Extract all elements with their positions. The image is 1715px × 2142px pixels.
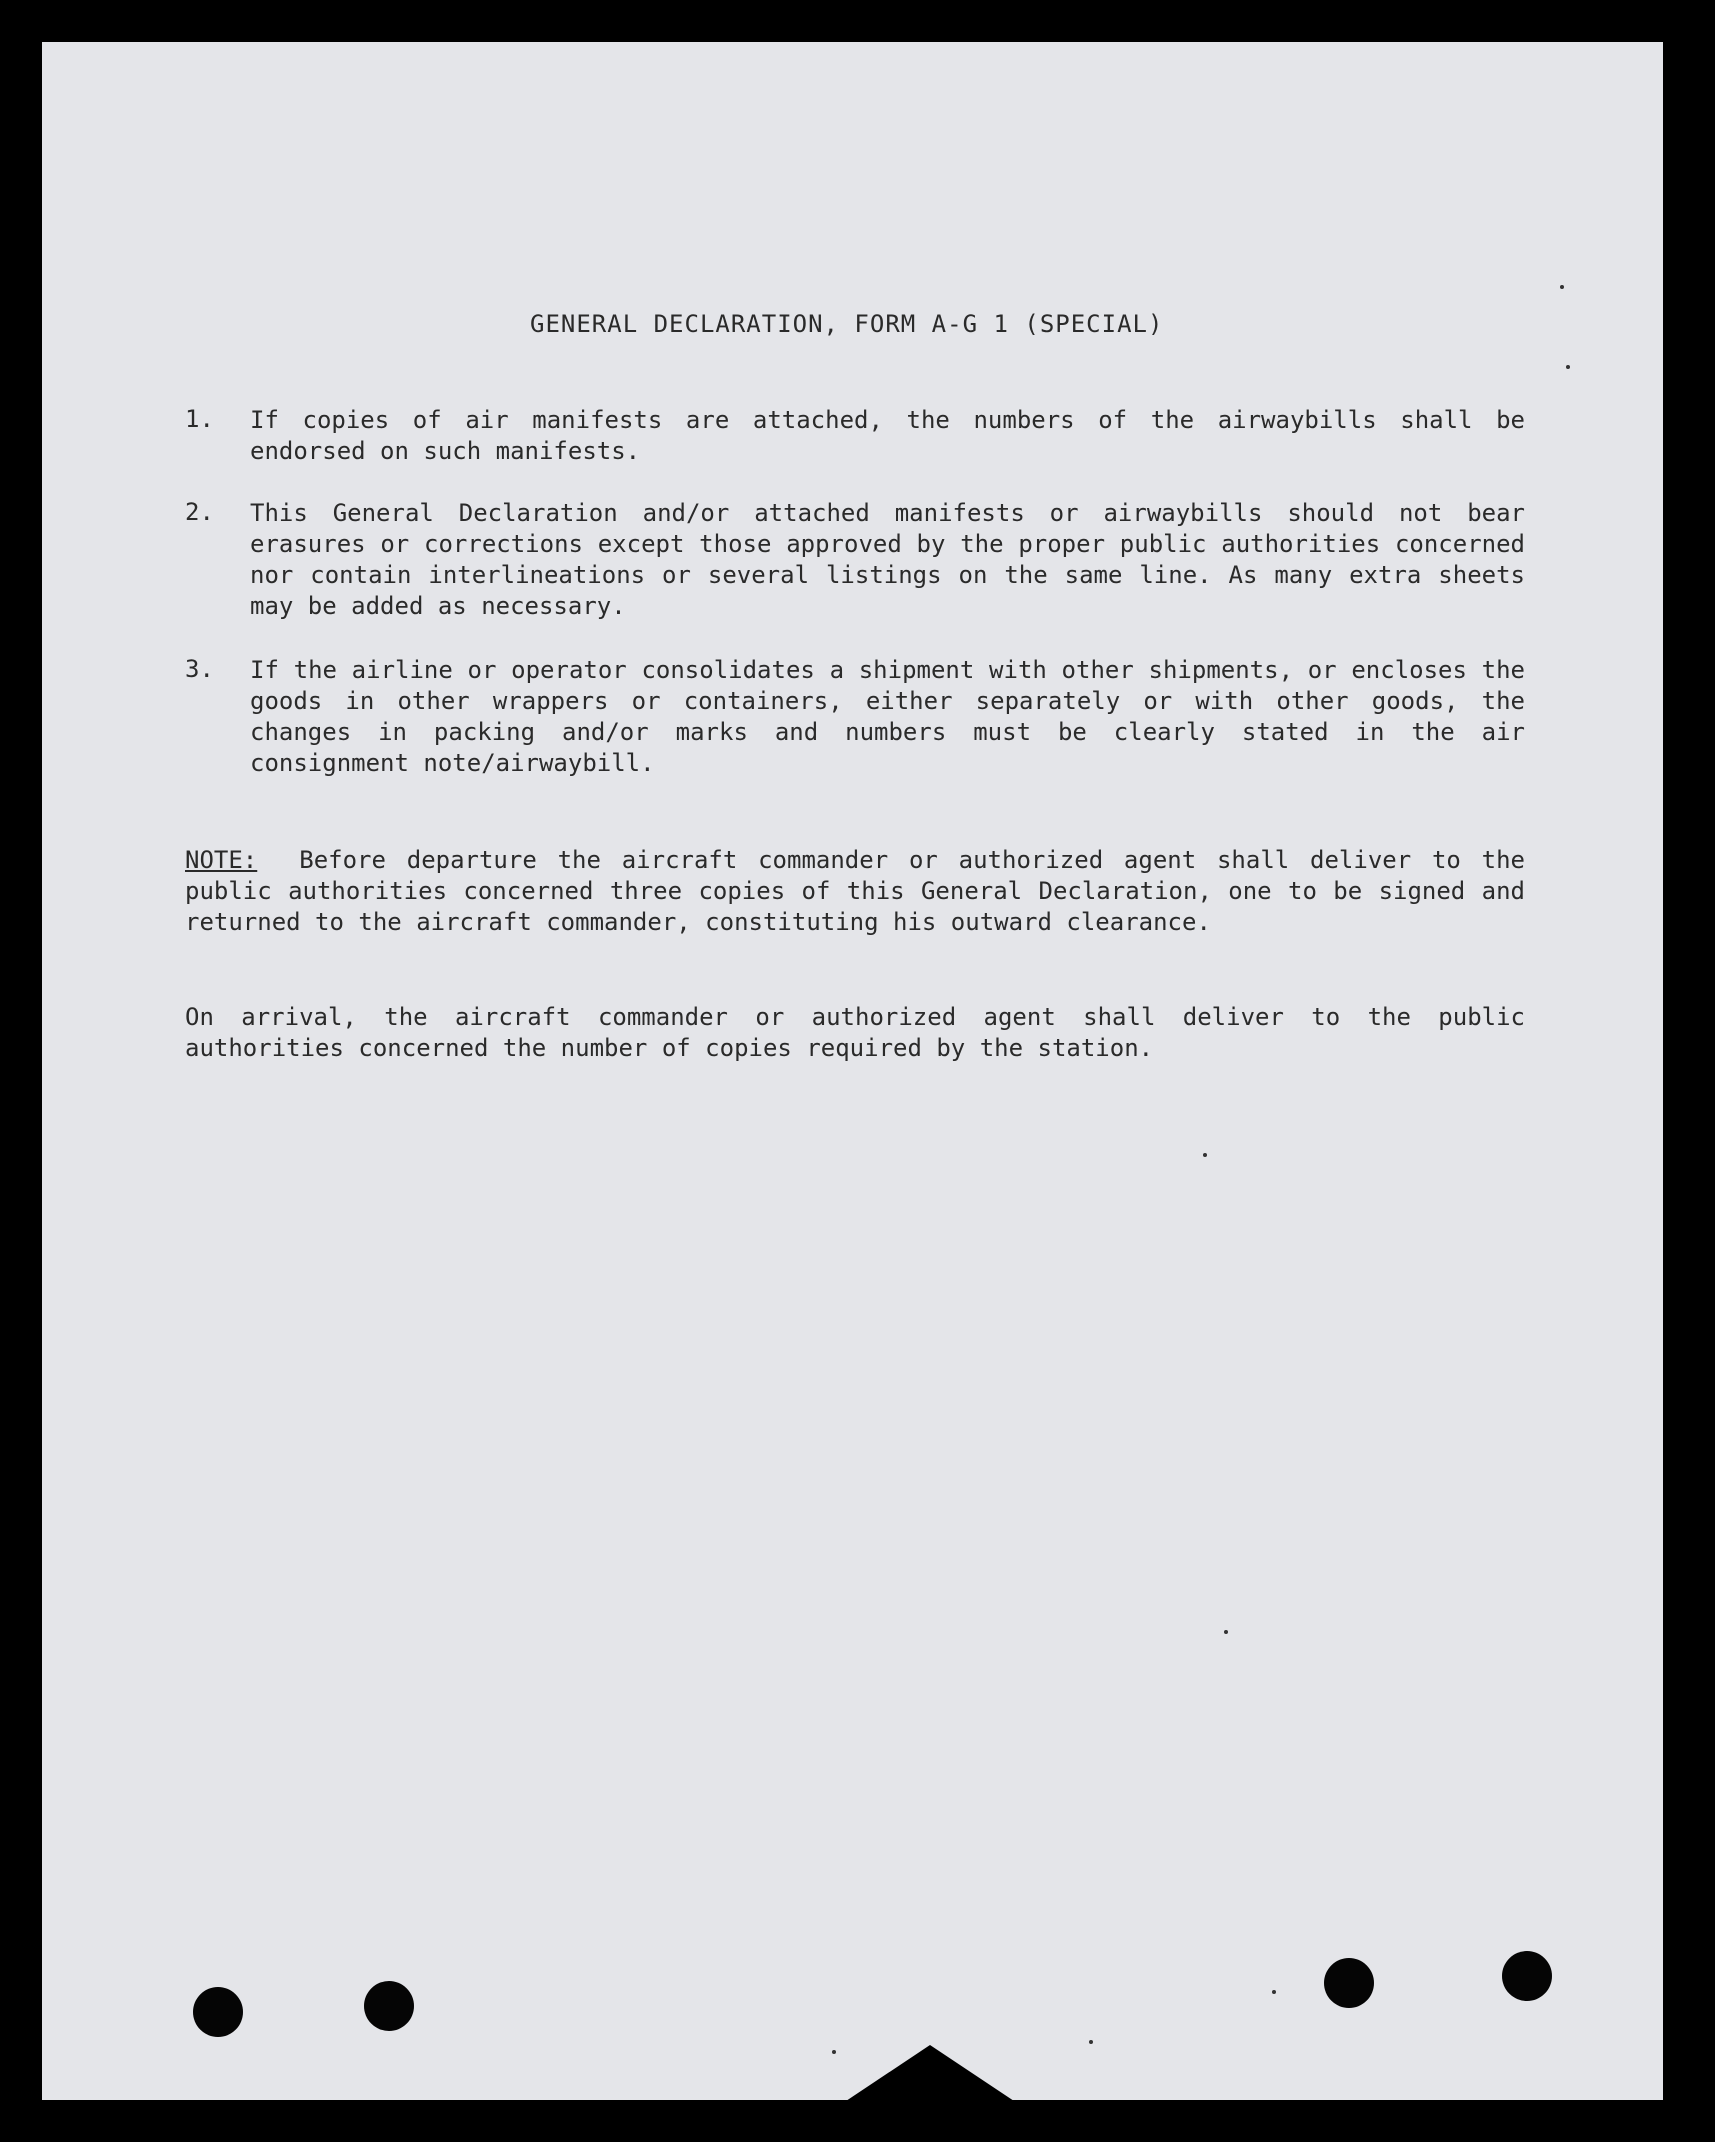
punch-hole: [364, 1981, 414, 2031]
note-label: NOTE:: [185, 846, 258, 874]
speck: [1560, 285, 1564, 289]
speck: [1566, 365, 1570, 369]
note-paragraph: [185, 845, 1525, 938]
document-title: GENERAL DECLARATION, FORM A-G 1 (SPECIAL): [530, 310, 1164, 338]
item-text: If copies of air manifests are attached, the numbers of the airwaybills shall be endorsed on such manifests.: [250, 406, 1525, 465]
item-number: 1.: [185, 405, 214, 433]
item-text: This General Declaration and/or attached manifests or airwaybills should not bear erasures or corrections except those approved by the proper public authorities concerned nor contain interlineations or several listings on the same line. As many extra sheets may be added as necessary.: [250, 499, 1525, 620]
speck: [1224, 1630, 1228, 1634]
item-text: If the airline or operator consolidates a shipment with other shipments, or encloses the goods in other wrappers or containers, either separately or with other goods, the changes in packing and/or marks and numbers must be clearly stated in the air consignment note/airwaybill.: [250, 656, 1525, 777]
item-number: 2.: [185, 498, 214, 526]
punch-hole: [1502, 1951, 1552, 2001]
speck: [832, 2050, 836, 2054]
arrival-paragraph: On arrival, the aircraft commander or authorized agent shall deliver to the public authorities concerned the number of copies required by the station.: [185, 1003, 1525, 1062]
note-text: Before departure the aircraft commander or authorized agent shall deliver to the public authorities concerned three copies of this General Declaration, one to be signed and returned to the aircraft commander, constituting his outward clearance.: [185, 846, 1525, 936]
punch-hole: [193, 1987, 243, 2037]
speck: [1203, 1153, 1207, 1157]
item-number: 3.: [185, 655, 214, 683]
punch-hole: [1324, 1958, 1374, 2008]
paper-sheet: [42, 42, 1663, 2100]
torn-edge: [840, 2045, 1020, 2105]
speck: [1089, 2040, 1093, 2044]
speck: [1272, 1990, 1276, 1994]
